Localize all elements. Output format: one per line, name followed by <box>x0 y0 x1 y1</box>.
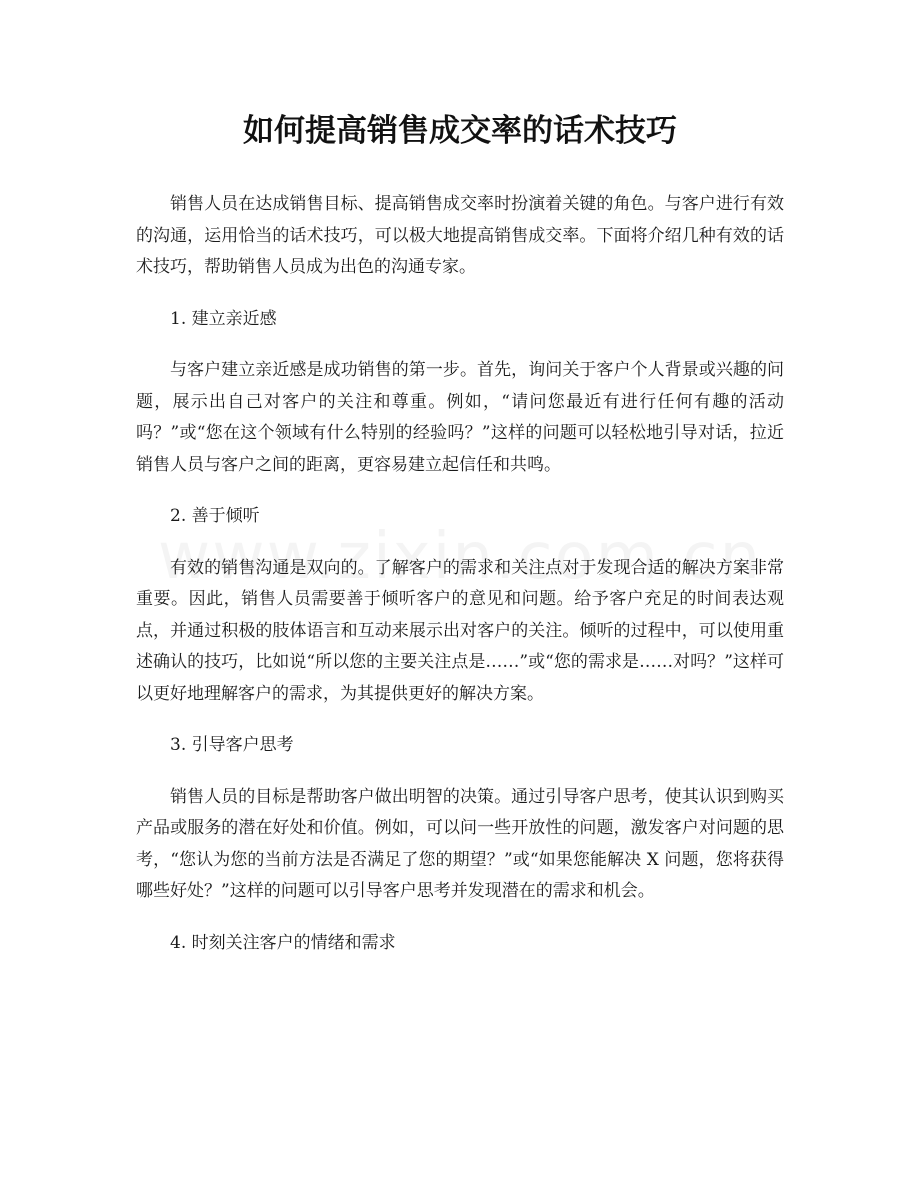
section-heading-1: 1. 建立亲近感 <box>170 308 277 329</box>
intro-paragraph: 销售人员在达成销售目标、提高销售成交率时扮演着关键的角色。与客户进行有效的沟通，运用恰当的话术技巧，可以极大地提高销售成交率。下面将介绍几种有效的话术技巧，帮助销售人员成为出色的沟通专家。 <box>136 194 784 277</box>
section-body-2: 有效的销售沟通是双向的。了解客户的需求和关注点对于发现合适的解决方案非常重要。因此，销售人员需要善于倾听客户的意见和问题。给予客户充足的时间表达观点，并通过积极的肢体语言和互动来展示出对客户的关注。倾听的过程中，可以使用重述确认的技巧，比如说“所以您的主要关注点是……”或“您的需求是……对吗？”这样可以更好地理解客户的需求，为其提供更好的解决方案。 <box>136 557 784 704</box>
section-heading-2: 2. 善于倾听 <box>170 506 260 526</box>
section-body-1: 与客户建立亲近感是成功销售的第一步。首先，询问关于客户个人背景或兴趣的问题，展示出自己对客户的关注和尊重。例如，“请问您最近有进行任何有趣的活动吗？”或“您在这个领域有什么特别的经验吗？”这样的问题可以轻松地引导对话，拉近销售人员与客户之间的距离，更容易建立起信任和共鸣。 <box>136 360 784 475</box>
document-title: 如何提高销售成交率的话术技巧 <box>243 113 677 149</box>
section-heading-4: 4. 时刻关注客户的情绪和需求 <box>170 932 396 953</box>
section-heading-3: 3. 引导客户思考 <box>170 735 294 755</box>
section-body-3: 销售人员的目标是帮助客户做出明智的决策。通过引导客户思考，使其认识到购买产品或服务的潜在好处和价值。例如，可以问一些开放性的问题，激发客户对问题的思考，“您认为您的当前方法是否满足了您的期望？”或“如果您能解决 X 问题，您将获得哪些好处？”这样的问题可以引导客户思考并发现潜在的需求和机会。 <box>136 786 784 901</box>
